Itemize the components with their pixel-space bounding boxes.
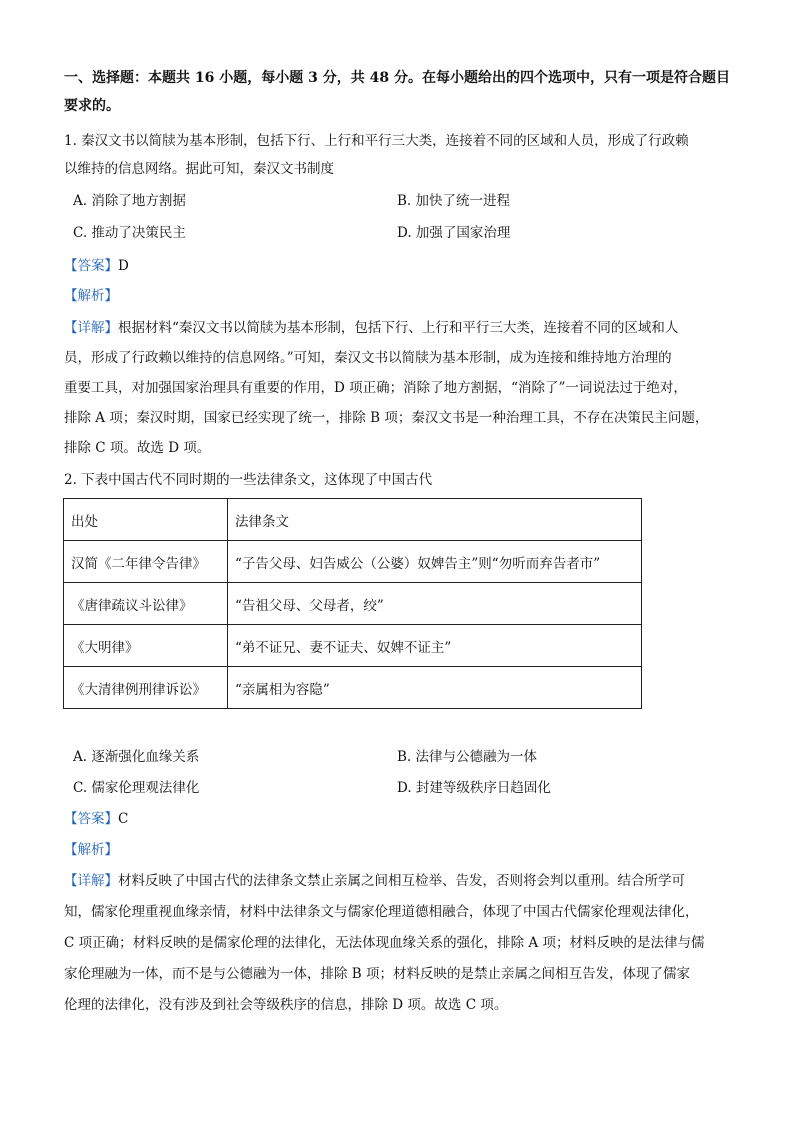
q1-analysis-tag: 【解析】 bbox=[64, 288, 118, 304]
q2-answer-value: C bbox=[118, 811, 129, 827]
q1-answer-tag: 【答案】 bbox=[64, 258, 118, 274]
q2-option-a: A. 逐渐强化血缘关系 bbox=[73, 749, 200, 765]
table-cell-text: “子告父母、妇告威公（公婆）奴婢告主”则“勿听而弃告者市” bbox=[228, 541, 642, 583]
q1-option-a: A. 消除了地方割据 bbox=[73, 193, 186, 209]
table-cell-source: 《唐律疏议斗讼律》 bbox=[64, 583, 228, 625]
q2-detail-text-1: 材料反映了中国古代的法律条文禁止亲属之间相互检举、告发，否则将会判以重刑。结合所学可 bbox=[118, 873, 685, 889]
section-header-line-2: 要求的。 bbox=[64, 98, 120, 114]
table-row bbox=[64, 541, 642, 583]
q2-option-d: D. 封建等级秩序日趋固化 bbox=[397, 780, 551, 796]
q2-stem: 2. 下表中国古代不同时期的一些法律条文，这体现了中国古代 bbox=[64, 472, 433, 488]
section-header-line-1: 一、选择题：本题共 16 小题，每小题 3 分，共 48 分。在每小题给出的四个选项中，只有一项是符合题目 bbox=[64, 70, 730, 86]
table-cell-text: “告祖父母、父母者，绞” bbox=[228, 583, 642, 625]
table-row bbox=[64, 583, 642, 625]
table-header-source: 出处 bbox=[64, 499, 228, 541]
table-header-row bbox=[64, 499, 642, 541]
table-cell-source: 《大清律例刑律诉讼》 bbox=[64, 667, 228, 709]
q1-detail-text-1: 根据材料“秦汉文书以简牍为基本形制，包括下行、上行和平行三大类，连接着不同的区域和人 bbox=[118, 320, 679, 336]
q1-detail-line-1 bbox=[64, 318, 678, 338]
q2-detail-tag: 【详解】 bbox=[64, 873, 118, 889]
q2-detail-line-1 bbox=[64, 871, 685, 891]
q1-detail-tag: 【详解】 bbox=[64, 320, 118, 336]
q2-analysis-tag: 【解析】 bbox=[64, 842, 118, 858]
q1-option-c: C. 推动了决策民主 bbox=[73, 225, 186, 241]
table-cell-source: 汉简《二年律令告律》 bbox=[64, 541, 228, 583]
q2-detail-line-5: 伦理的法律化，没有涉及到社会等级秩序的信息，排除 D 项。故选 C 项。 bbox=[64, 997, 508, 1013]
q1-detail-line-2: 员，形成了行政赖以维持的信息网络。”可知，秦汉文书以简牍为基本形制，成为连接和维持地方治理的 bbox=[64, 350, 672, 366]
q2-answer bbox=[64, 809, 128, 829]
q1-stem-line-2: 以维持的信息网络。据此可知，秦汉文书制度 bbox=[64, 161, 334, 177]
q1-stem-line-1: 1. 秦汉文书以简牍为基本形制，包括下行、上行和平行三大类，连接着不同的区域和人员，形成了行政赖 bbox=[64, 133, 689, 149]
table-row bbox=[64, 625, 642, 667]
table-row bbox=[64, 667, 642, 709]
q1-detail-line-5: 排除 C 项。故选 D 项。 bbox=[64, 440, 211, 456]
q1-option-b: B. 加快了统一进程 bbox=[397, 193, 511, 209]
q2-option-b: B. 法律与公德融为一体 bbox=[397, 749, 538, 765]
table-cell-text: “亲属相为容隐” bbox=[228, 667, 642, 709]
q2-detail-line-4: 家伦理融为一体，而不是与公德融为一体，排除 B 项；材料反映的是禁止亲属之间相互告发，体现了儒家 bbox=[64, 966, 691, 982]
q1-answer-value: D bbox=[118, 258, 129, 274]
q2-option-c: C. 儒家伦理观法律化 bbox=[73, 780, 200, 796]
q1-answer bbox=[64, 256, 129, 276]
table-header-text: 法律条文 bbox=[228, 499, 642, 541]
q1-detail-line-4: 排除 A 项；秦汉时期，国家已经实现了统一，排除 B 项；秦汉文书是一种治理工具，不存在决策民主问题， bbox=[64, 410, 709, 426]
q1-detail-line-3: 重要工具，对加强国家治理具有重要的作用，D 项正确；消除了地方割据，“消除了”一词说法过于绝对， bbox=[64, 380, 687, 396]
q2-detail-line-2: 知，儒家伦理重视血缘亲情，材料中法律条文与儒家伦理道德相融合，体现了中国古代儒家伦理观法律化， bbox=[64, 904, 699, 920]
table-cell-text: “弟不证兄、妻不证夫、奴婢不证主” bbox=[228, 625, 642, 667]
law-table bbox=[63, 498, 642, 709]
q2-answer-tag: 【答案】 bbox=[64, 811, 118, 827]
q1-option-d: D. 加强了国家治理 bbox=[397, 225, 511, 241]
table-cell-source: 《大明律》 bbox=[64, 625, 228, 667]
q2-detail-line-3: C 项正确；材料反映的是儒家伦理的法律化，无法体现血缘关系的强化，排除 A 项；材料反映的是法律与儒 bbox=[64, 935, 705, 951]
